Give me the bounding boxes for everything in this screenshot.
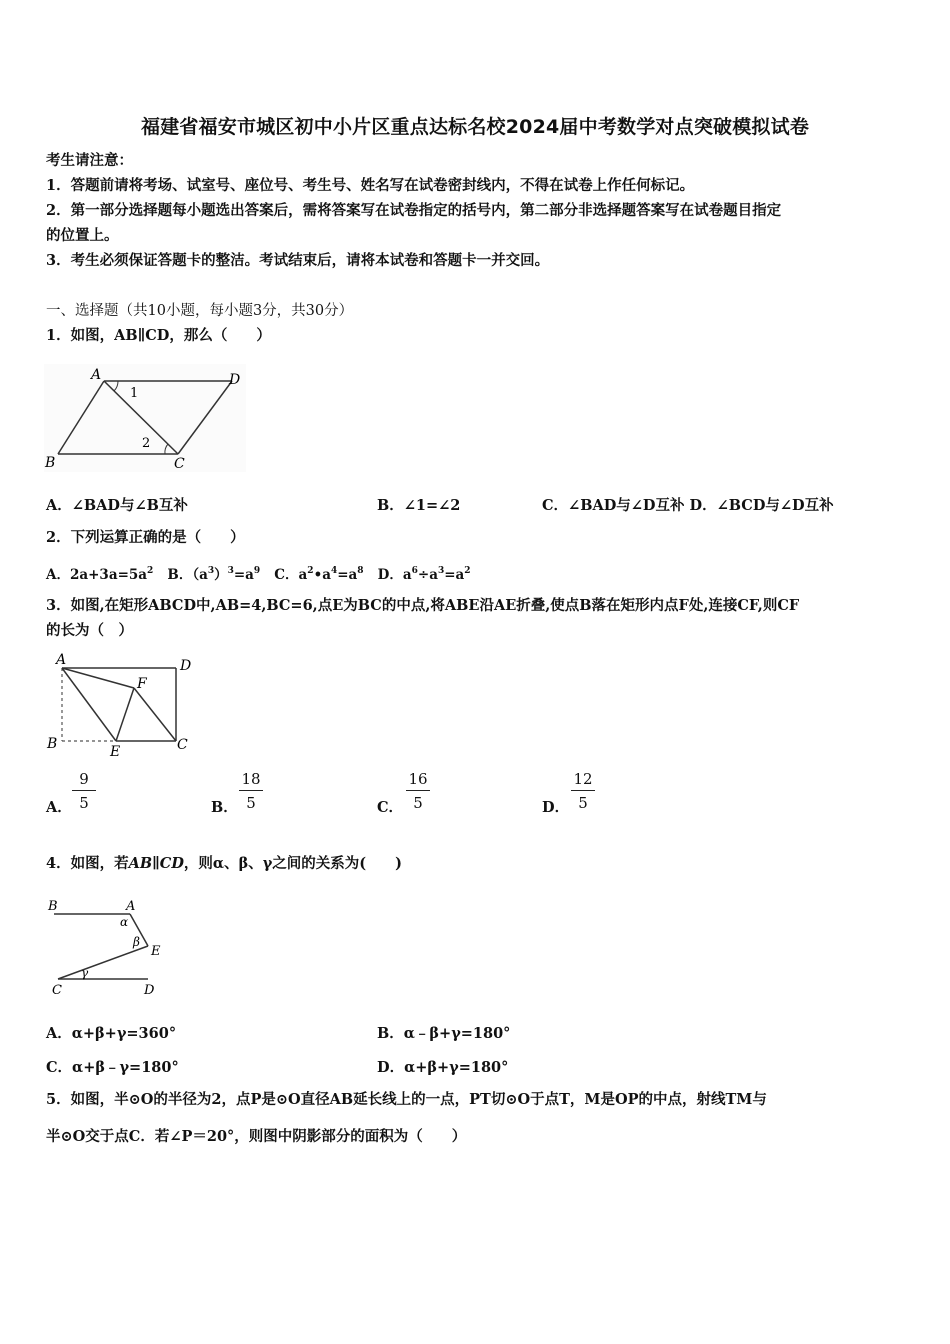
segment-fe [116,688,134,741]
question-2-option-d: D．$a^6\div a^3=a^2$ [377,566,471,583]
question-1-option-a: A．∠BAD与∠B互补 [46,497,188,514]
point-f-label: F [137,676,147,692]
point-a-label: A [91,367,102,383]
angle-1-label: 1 [130,386,139,401]
point-e-label: E [151,944,161,959]
point-b-label: B [48,899,58,914]
notice-item: 的位置上。 [46,227,119,244]
question-5-stem-cont: 半⊙O交于点C．若∠P＝20°，则图中阴影部分的面积为（ ） [46,1128,467,1145]
question-4-option-c: C．α+β﹣γ=180° [46,1059,179,1076]
question-3-option-d-fraction: $\frac{12}{5}$ [571,770,595,812]
question-3-option-b-label: B． [211,799,238,816]
segment-ae [62,668,116,741]
point-d-label: D [180,658,192,674]
question-1-option-cd: C．∠BAD与∠D互补 D．∠BCD与∠D互补 [542,497,834,514]
notice-item: 1．答题前请将考场、试室号、座位号、考生号、姓名写在试卷密封线内，不得在试卷上作任何标记。 [46,177,695,194]
page-title: 福建省福安市城区初中小片区重点达标名校2024届中考数学对点突破模拟试卷 [140,116,810,138]
segment-ec [58,946,148,979]
segment-fc [134,688,176,741]
angle-gamma-label: γ [81,966,89,980]
question-3-stem: 3．如图,在矩形ABCD中,AB=4,BC=6,点E为BC的中点,将ABE沿AE折叠,使点B落在矩形内点F处,连接CF,则CF [46,597,800,614]
question-3-option-a-fraction: $\frac{9}{5}$ [72,770,96,812]
question-2-option-b: B．$(a^3)^3=a^9$ [167,566,261,583]
notice-heading: 考生请注意： [46,152,133,169]
question-3-figure [44,652,200,758]
point-e-label: E [110,744,121,758]
point-a-label: A [56,652,67,668]
point-a-label: A [126,899,136,914]
point-d-label: D [144,983,155,998]
question-3-option-c-label: C． [377,799,404,816]
question-4-figure [44,894,174,1000]
point-c-label: C [177,737,188,753]
question-1-stem: 1．如图，AB∥CD，那么（ ） [46,327,271,344]
notice-item: 2．第一部分选择题每小题选出答案后，需将答案写在试卷指定的括号内，第二部分非选择题答案写在试卷题目指定 [46,202,782,219]
question-2-option-c: C．$a^2•a^4=a^8$ [274,566,364,583]
question-3-option-d-label: D． [542,799,570,816]
question-4-option-d: D．α+β+γ=180° [377,1059,509,1076]
point-c-label: C [174,456,185,472]
point-b-label: B [47,736,58,752]
question-1-figure [44,364,246,472]
section-heading: 一、选择题（共10小题，每小题3分，共30分） [46,303,354,319]
angle-alpha-label: α [120,915,129,929]
question-4-option-a: A．α+β+γ=360° [46,1025,177,1042]
question-5-stem: 5．如图，半⊙O的半径为2，点P是⊙O直径AB延长线上的一点，PT切⊙O于点T，M是OP的中点，射线TM与 [46,1091,767,1108]
question-4-stem: 4．如图，若AB∥CD，则α、β、γ之间的关系为( ) [46,855,403,872]
notice-item: 3．考生必须保证答题卡的整洁。考试结束后，请将本试卷和答题卡一并交回。 [46,252,550,269]
point-c-label: C [52,983,62,998]
question-2-stem: 2．下列运算正确的是（ ） [46,529,245,546]
angle-beta-label: β [133,935,140,949]
segment-af [62,668,134,688]
question-4-option-b: B．α﹣β+γ=180° [377,1025,511,1042]
point-b-label: B [45,455,56,471]
question-3-option-b-fraction: $\frac{18}{5}$ [239,770,263,812]
question-2-option-a: A．$2a+3a=5a^2$ [46,566,154,583]
question-3-stem-cont: 的长为（ ） [46,622,133,639]
question-2-options [46,563,471,583]
point-d-label: D [229,372,241,388]
angle-2-label: 2 [142,436,151,451]
question-3-option-a-label: A． [46,799,72,816]
question-3-option-c-fraction: $\frac{16}{5}$ [406,770,430,812]
question-1-option-b: B．∠1=∠2 [377,497,461,514]
